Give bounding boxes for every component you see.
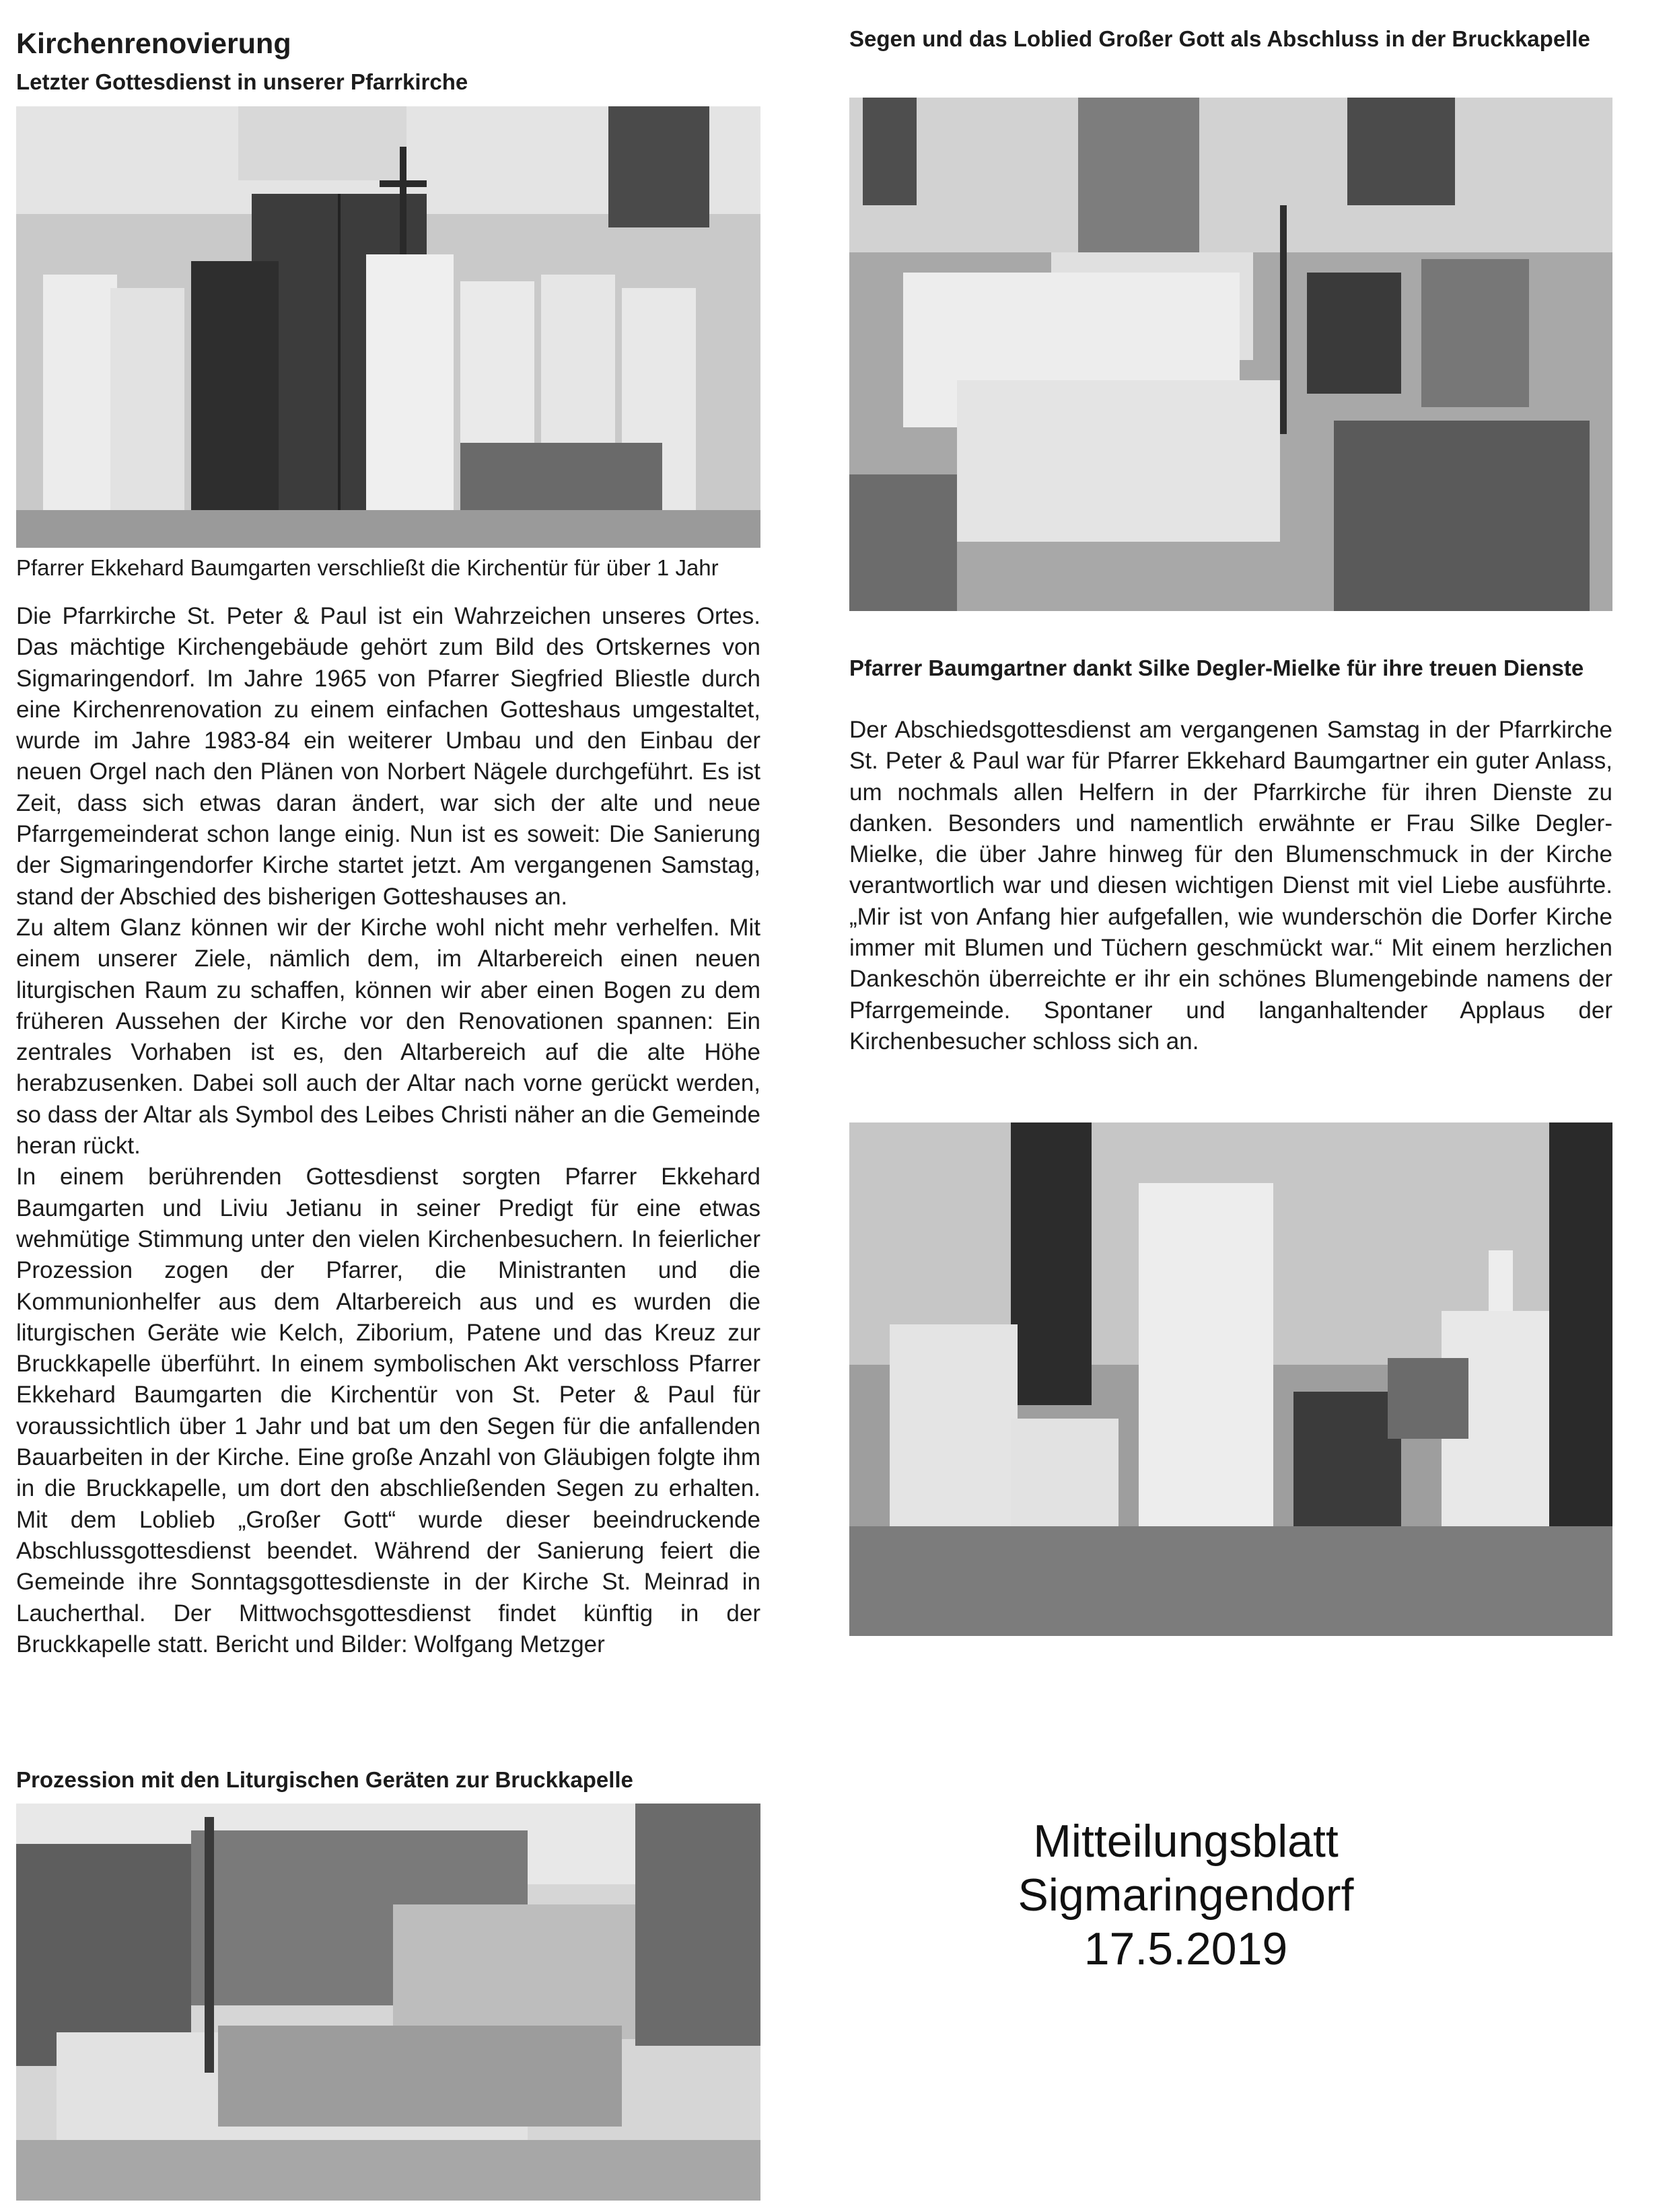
article-title: Kirchenrenovierung [16,28,291,60]
procession-heading: Prozession mit den Liturgischen Geräten zur Bruckkapelle [16,1767,633,1792]
article-body [16,601,760,1660]
masthead [849,1814,1522,1976]
photo-church-door-caption: Pfarrer Ekkehard Baumgarten verschließt die Kirchentür für über 1 Jahr [16,555,719,580]
masthead-date: 17.5.2019 [1084,1923,1288,1974]
thanks-body [849,715,1612,1057]
thanks-heading: Pfarrer Baumgartner dankt Silke Degler-Mielke für ihre treuen Dienste [849,655,1584,680]
article-subtitle: Letzter Gottesdienst in unserer Pfarrkirche [16,69,468,94]
photo-procession [16,1804,760,2201]
chapel-heading: Segen und das Loblied Großer Gott als Abschluss in der Bruckkapelle [849,26,1590,51]
photo-chapel-blessing [849,98,1612,611]
photo-church-door [16,106,760,548]
masthead-place: Sigmaringendorf [1018,1869,1354,1921]
photo-thanks-flowers [849,1122,1612,1636]
masthead-title: Mitteilungsblatt [1033,1816,1339,1867]
thanks-text: Der Abschiedsgottesdienst am vergangenen Samstag in der Pfarrkirche St. Peter & Paul war für Pfarrer Ekkehard Baumgartner ein guter Anlass, um nochmals allen Helfern in der Pfarrkirche für ihren Dienste zu danken. Besonders und namentlich erwähnte er Frau Silke Degler-Mielke, die über Jahre hinweg für den Blumenschmuck in der Kirche verantwortlich war und diesen wichtigen Dienst mit viel Liebe ausführte. „Mir ist von Anfang hier aufgefallen, wie wunderschön die Dorfer Kirche immer mit Blumen und Tüchern geschmückt war.“ Mit einem herzlichen Dankeschön überreichte er ihr ein schönes Blumengebinde namens der Pfarrgemeinde. Spontaner und langanhaltender Applaus der Kirchenbesucher schloss sich an. [849,717,1612,1055]
article-text: Die Pfarrkirche St. Peter & Paul ist ein Wahrzeichen unseres Ortes. Das mächtige Kirchengebäude gehört zum Bild des Ortskernes von Sigmaringendorf. Im Jahre 1965 von Pfarrer Siegfried Bliestle durch eine Kirchenrenovation zu einem einfachen Gotteshaus umgestaltet, wurde im Jahre 1983-84 ein weiterer Umbau und den Einbau der neuen Orgel nach den Plänen von Norbert Nägele durchgeführt. Es ist Zeit, dass sich etwas daran ändert, war sich der alte und neue Pfarrgemeinderat schon lange einig. Nun ist es soweit: Die Sanierung der Sigmaringendorfer Kirche startet jetzt. Am vergangenen Samstag, stand der Abschied des bisherigen Gotteshauses an. Zu altem Glanz können wir der Kirche wohl nicht mehr verhelfen. Mit einem unserer Ziele, nämlich dem, im Altarbereich einen neuen liturgischen Raum zu schaffen, können wir aber einen Bogen zu dem früheren Aussehen der Kirche vor den Renovationen spannen: Ein zentrales Vorhaben ist es, den Altarbereich auf die alte Höhe herabzusenken. Dabei soll auch der Altar nach vorne gerückt werden, so dass der Altar als Symbol des Leibes Christi näher an die Gemeinde heran rückt. In einem berührenden Gottesdienst sorgten Pfarrer Ekkehard Baumgarten und Liviu Jetianu in seiner Predigt für eine etwas wehmütige Stimmung unter den vielen Kirchenbesuchern. In feierlicher Prozession zogen der Pfarrer, die Ministranten und die Kommunionhelfer aus dem Altarbereich aus und es wurden die liturgischen Geräte wie Kelch, Ziborium, Patene und das Kreuz zur Bruckkapelle überführt. In einem symbolischen Akt verschloss Pfarrer Ekkehard Baumgarten die Kirchentür von St. Peter & Paul für voraussichtlich über 1 Jahr und bat um den Segen für die anfallenden Bauarbeiten in der Kirche. Eine große Anzahl von Gläubigen folgte ihm in die Bruckkapelle, um dort den abschließenden Segen zu erhalten. Mit dem Loblieb „Großer Gott“ wurde dieser beeindruckende Abschlussgottesdienst beendet. Während der Sanierung feiert die Gemeinde ihre Sonntagsgottesdienste in der Kirche St. Meinrad in Laucherthal. Der Mittwochsgottesdienst findet künftig in der Bruckkapelle statt. Bericht und Bilder: Wolfgang Metzger [16,603,760,1657]
